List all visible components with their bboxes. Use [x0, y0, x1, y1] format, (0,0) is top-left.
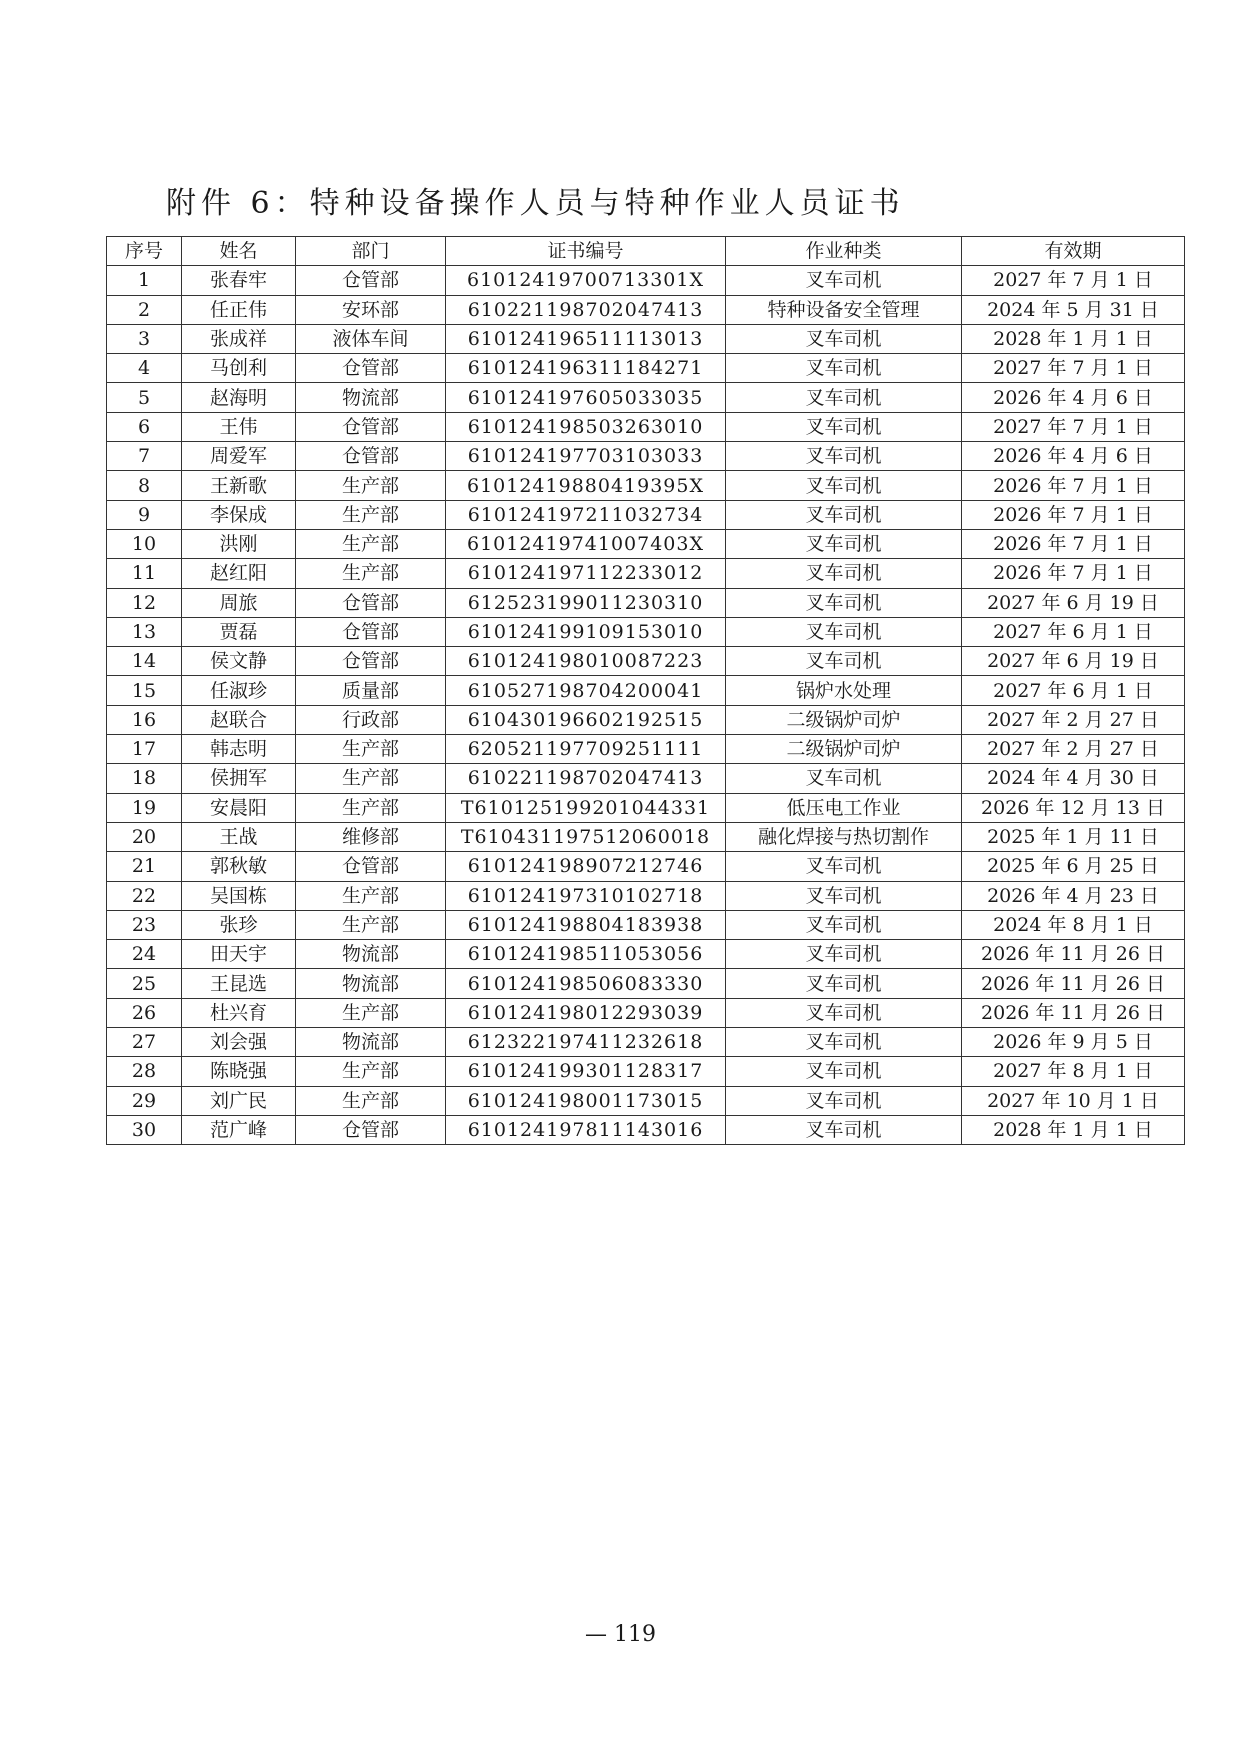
cell-department: 生产部 [296, 529, 446, 558]
cell-certificate-number: 61012419880419395X [446, 471, 726, 500]
cell-name: 刘广民 [182, 1086, 296, 1115]
cell-operation-type: 二级锅炉司炉 [726, 735, 962, 764]
cell-index: 2 [107, 295, 182, 324]
cell-validity: 2027 年 6 月 1 日 [962, 676, 1185, 705]
cell-department: 仓管部 [296, 588, 446, 617]
cell-operation-type: 融化焊接与热切割作 [726, 822, 962, 851]
cell-index: 3 [107, 324, 182, 353]
cell-department: 生产部 [296, 500, 446, 529]
cell-operation-type: 叉车司机 [726, 559, 962, 588]
cell-department: 液体车间 [296, 324, 446, 353]
cell-index: 21 [107, 852, 182, 881]
cell-certificate-number: 610124197703103033 [446, 442, 726, 471]
cell-index: 6 [107, 412, 182, 441]
cell-index: 10 [107, 529, 182, 558]
cell-department: 仓管部 [296, 412, 446, 441]
cell-operation-type: 叉车司机 [726, 1086, 962, 1115]
table-row [107, 1115, 1185, 1144]
cell-certificate-number: 610124199109153010 [446, 617, 726, 646]
cell-operation-type: 叉车司机 [726, 442, 962, 471]
table-row [107, 735, 1185, 764]
cell-operation-type: 叉车司机 [726, 969, 962, 998]
cell-operation-type: 低压电工作业 [726, 793, 962, 822]
cell-validity: 2026 年 7 月 1 日 [962, 529, 1185, 558]
cell-certificate-number: 610221198702047413 [446, 295, 726, 324]
cell-index: 26 [107, 998, 182, 1027]
cell-validity: 2026 年 9 月 5 日 [962, 1028, 1185, 1057]
cell-name: 杜兴育 [182, 998, 296, 1027]
page-title: 附件 6：特种设备操作人员与特种作业人员证书 [166, 186, 905, 221]
cell-department: 仓管部 [296, 354, 446, 383]
cell-department: 仓管部 [296, 647, 446, 676]
cell-validity: 2024 年 8 月 1 日 [962, 910, 1185, 939]
cell-operation-type: 叉车司机 [726, 412, 962, 441]
cell-validity: 2026 年 7 月 1 日 [962, 471, 1185, 500]
cell-index: 17 [107, 735, 182, 764]
cell-index: 13 [107, 617, 182, 646]
cell-certificate-number: 610124199301128317 [446, 1057, 726, 1086]
cell-validity: 2027 年 6 月 19 日 [962, 647, 1185, 676]
cell-department: 物流部 [296, 969, 446, 998]
cell-certificate-number: 610124198001173015 [446, 1086, 726, 1115]
cell-index: 5 [107, 383, 182, 412]
cell-name: 任淑珍 [182, 676, 296, 705]
cell-operation-type: 叉车司机 [726, 1057, 962, 1086]
page-number: — 119 [585, 1622, 656, 1647]
cell-name: 周旅 [182, 588, 296, 617]
cell-name: 侯文静 [182, 647, 296, 676]
table-row [107, 529, 1185, 558]
cell-validity: 2026 年 11 月 26 日 [962, 969, 1185, 998]
cell-certificate-number: 610124198010087223 [446, 647, 726, 676]
cell-department: 生产部 [296, 998, 446, 1027]
cell-certificate-number: 610124198511053056 [446, 940, 726, 969]
cell-certificate-number: 61012419741007403X [446, 529, 726, 558]
table-row [107, 354, 1185, 383]
cell-department: 物流部 [296, 940, 446, 969]
cell-operation-type: 叉车司机 [726, 1115, 962, 1144]
cell-name: 安晨阳 [182, 793, 296, 822]
table-row [107, 383, 1185, 412]
cell-department: 仓管部 [296, 852, 446, 881]
cell-index: 12 [107, 588, 182, 617]
cell-operation-type: 二级锅炉司炉 [726, 705, 962, 734]
cell-validity: 2026 年 12 月 13 日 [962, 793, 1185, 822]
cell-department: 生产部 [296, 471, 446, 500]
table-row [107, 471, 1185, 500]
cell-certificate-number: 610124198506083330 [446, 969, 726, 998]
cell-certificate-number: 610124196511113013 [446, 324, 726, 353]
cell-certificate-number: 610124198907212746 [446, 852, 726, 881]
cell-name: 范广峰 [182, 1115, 296, 1144]
cell-validity: 2026 年 4 月 6 日 [962, 442, 1185, 471]
cell-department: 生产部 [296, 559, 446, 588]
table-row [107, 1028, 1185, 1057]
header-operation-type: 作业种类 [726, 237, 962, 266]
cell-department: 维修部 [296, 822, 446, 851]
cell-operation-type: 叉车司机 [726, 354, 962, 383]
cell-certificate-number: 610124197310102718 [446, 881, 726, 910]
cell-index: 24 [107, 940, 182, 969]
table-header-row [107, 237, 1185, 266]
cell-index: 22 [107, 881, 182, 910]
table-row [107, 588, 1185, 617]
cell-index: 11 [107, 559, 182, 588]
cell-name: 王昆选 [182, 969, 296, 998]
cell-department: 生产部 [296, 910, 446, 939]
cell-operation-type: 叉车司机 [726, 588, 962, 617]
cell-index: 28 [107, 1057, 182, 1086]
cell-department: 仓管部 [296, 617, 446, 646]
cell-certificate-number: 610124197605033035 [446, 383, 726, 412]
cell-department: 生产部 [296, 735, 446, 764]
cell-certificate-number: 610430196602192515 [446, 705, 726, 734]
cell-certificate-number: 61012419700713301X [446, 266, 726, 295]
cell-validity: 2025 年 6 月 25 日 [962, 852, 1185, 881]
cell-validity: 2026 年 4 月 23 日 [962, 881, 1185, 910]
table-row [107, 617, 1185, 646]
cell-name: 吴国栋 [182, 881, 296, 910]
cell-name: 刘会强 [182, 1028, 296, 1057]
cell-certificate-number: 620521197709251111 [446, 735, 726, 764]
cell-operation-type: 叉车司机 [726, 940, 962, 969]
cell-certificate-number: T610125199201044331 [446, 793, 726, 822]
cell-validity: 2026 年 11 月 26 日 [962, 998, 1185, 1027]
header-index: 序号 [107, 237, 182, 266]
cell-validity: 2027 年 7 月 1 日 [962, 412, 1185, 441]
cell-operation-type: 叉车司机 [726, 383, 962, 412]
header-department: 部门 [296, 237, 446, 266]
table-row [107, 266, 1185, 295]
table-row [107, 910, 1185, 939]
cell-validity: 2024 年 4 月 30 日 [962, 764, 1185, 793]
cell-validity: 2027 年 2 月 27 日 [962, 735, 1185, 764]
cell-certificate-number: 610124197112233012 [446, 559, 726, 588]
cell-department: 生产部 [296, 793, 446, 822]
cell-name: 张成祥 [182, 324, 296, 353]
cell-name: 李保成 [182, 500, 296, 529]
cell-index: 23 [107, 910, 182, 939]
cell-validity: 2027 年 8 月 1 日 [962, 1057, 1185, 1086]
table-row [107, 940, 1185, 969]
cell-index: 8 [107, 471, 182, 500]
cell-validity: 2026 年 11 月 26 日 [962, 940, 1185, 969]
cell-certificate-number: 612523199011230310 [446, 588, 726, 617]
cell-name: 侯拥军 [182, 764, 296, 793]
table-row [107, 559, 1185, 588]
table-row [107, 676, 1185, 705]
cell-department: 安环部 [296, 295, 446, 324]
cell-validity: 2024 年 5 月 31 日 [962, 295, 1185, 324]
cell-index: 18 [107, 764, 182, 793]
table-body [107, 266, 1185, 1145]
cell-operation-type: 叉车司机 [726, 764, 962, 793]
cell-certificate-number: 610124196311184271 [446, 354, 726, 383]
cell-department: 生产部 [296, 1057, 446, 1086]
table-row [107, 324, 1185, 353]
cell-operation-type: 叉车司机 [726, 617, 962, 646]
cell-department: 物流部 [296, 1028, 446, 1057]
cell-name: 赵联合 [182, 705, 296, 734]
cell-department: 仓管部 [296, 1115, 446, 1144]
cell-operation-type: 叉车司机 [726, 852, 962, 881]
cell-index: 14 [107, 647, 182, 676]
cell-index: 27 [107, 1028, 182, 1057]
cell-operation-type: 叉车司机 [726, 471, 962, 500]
cell-operation-type: 叉车司机 [726, 266, 962, 295]
cell-department: 质量部 [296, 676, 446, 705]
cell-department: 仓管部 [296, 266, 446, 295]
table-row [107, 793, 1185, 822]
cell-certificate-number: 610124197811143016 [446, 1115, 726, 1144]
cell-name: 王战 [182, 822, 296, 851]
cell-operation-type: 叉车司机 [726, 500, 962, 529]
cell-operation-type: 叉车司机 [726, 324, 962, 353]
cell-index: 7 [107, 442, 182, 471]
cell-certificate-number: 610124198503263010 [446, 412, 726, 441]
cell-validity: 2027 年 2 月 27 日 [962, 705, 1185, 734]
cell-name: 韩志明 [182, 735, 296, 764]
cell-validity: 2028 年 1 月 1 日 [962, 1115, 1185, 1144]
cell-validity: 2026 年 7 月 1 日 [962, 500, 1185, 529]
cell-index: 25 [107, 969, 182, 998]
cell-certificate-number: 610124197211032734 [446, 500, 726, 529]
cell-index: 29 [107, 1086, 182, 1115]
table-row [107, 969, 1185, 998]
cell-validity: 2026 年 7 月 1 日 [962, 559, 1185, 588]
table-row [107, 705, 1185, 734]
cell-name: 张春牢 [182, 266, 296, 295]
cell-index: 20 [107, 822, 182, 851]
cell-department: 生产部 [296, 764, 446, 793]
cell-index: 16 [107, 705, 182, 734]
table-row [107, 852, 1185, 881]
cell-validity: 2026 年 4 月 6 日 [962, 383, 1185, 412]
cell-department: 行政部 [296, 705, 446, 734]
cell-operation-type: 叉车司机 [726, 529, 962, 558]
cell-department: 生产部 [296, 1086, 446, 1115]
table-row [107, 647, 1185, 676]
cell-operation-type: 特种设备安全管理 [726, 295, 962, 324]
cell-name: 王伟 [182, 412, 296, 441]
table-row [107, 1086, 1185, 1115]
table-row [107, 764, 1185, 793]
cell-department: 仓管部 [296, 442, 446, 471]
table-row [107, 412, 1185, 441]
cell-operation-type: 叉车司机 [726, 881, 962, 910]
cell-name: 赵红阳 [182, 559, 296, 588]
cell-index: 9 [107, 500, 182, 529]
table-row [107, 442, 1185, 471]
cell-index: 19 [107, 793, 182, 822]
cell-name: 马创利 [182, 354, 296, 383]
cell-index: 4 [107, 354, 182, 383]
table-row [107, 295, 1185, 324]
cell-operation-type: 锅炉水处理 [726, 676, 962, 705]
table-row [107, 500, 1185, 529]
cell-name: 田天宇 [182, 940, 296, 969]
cell-index: 30 [107, 1115, 182, 1144]
cell-department: 生产部 [296, 881, 446, 910]
cell-certificate-number: T610431197512060018 [446, 822, 726, 851]
cell-operation-type: 叉车司机 [726, 998, 962, 1027]
cell-name: 洪刚 [182, 529, 296, 558]
cell-name: 任正伟 [182, 295, 296, 324]
cell-validity: 2028 年 1 月 1 日 [962, 324, 1185, 353]
cell-name: 张珍 [182, 910, 296, 939]
header-validity: 有效期 [962, 237, 1185, 266]
table-row [107, 1057, 1185, 1086]
table-row [107, 881, 1185, 910]
cell-name: 王新歌 [182, 471, 296, 500]
cell-validity: 2027 年 6 月 19 日 [962, 588, 1185, 617]
cell-department: 物流部 [296, 383, 446, 412]
cell-name: 郭秋敏 [182, 852, 296, 881]
cell-index: 15 [107, 676, 182, 705]
cell-index: 1 [107, 266, 182, 295]
cell-operation-type: 叉车司机 [726, 1028, 962, 1057]
cell-certificate-number: 610124198804183938 [446, 910, 726, 939]
cell-name: 陈晓强 [182, 1057, 296, 1086]
header-certificate-number: 证书编号 [446, 237, 726, 266]
cell-name: 贾磊 [182, 617, 296, 646]
certificate-table [106, 236, 1185, 1145]
table-row [107, 998, 1185, 1027]
cell-name: 赵海明 [182, 383, 296, 412]
cell-certificate-number: 610221198702047413 [446, 764, 726, 793]
header-name: 姓名 [182, 237, 296, 266]
cell-name: 周爱军 [182, 442, 296, 471]
cell-validity: 2027 年 7 月 1 日 [962, 354, 1185, 383]
table-row [107, 822, 1185, 851]
cell-certificate-number: 610124198012293039 [446, 998, 726, 1027]
cell-operation-type: 叉车司机 [726, 910, 962, 939]
cell-validity: 2025 年 1 月 11 日 [962, 822, 1185, 851]
cell-certificate-number: 612322197411232618 [446, 1028, 726, 1057]
cell-validity: 2027 年 6 月 1 日 [962, 617, 1185, 646]
cell-operation-type: 叉车司机 [726, 647, 962, 676]
cell-certificate-number: 610527198704200041 [446, 676, 726, 705]
cell-validity: 2027 年 10 月 1 日 [962, 1086, 1185, 1115]
cell-validity: 2027 年 7 月 1 日 [962, 266, 1185, 295]
